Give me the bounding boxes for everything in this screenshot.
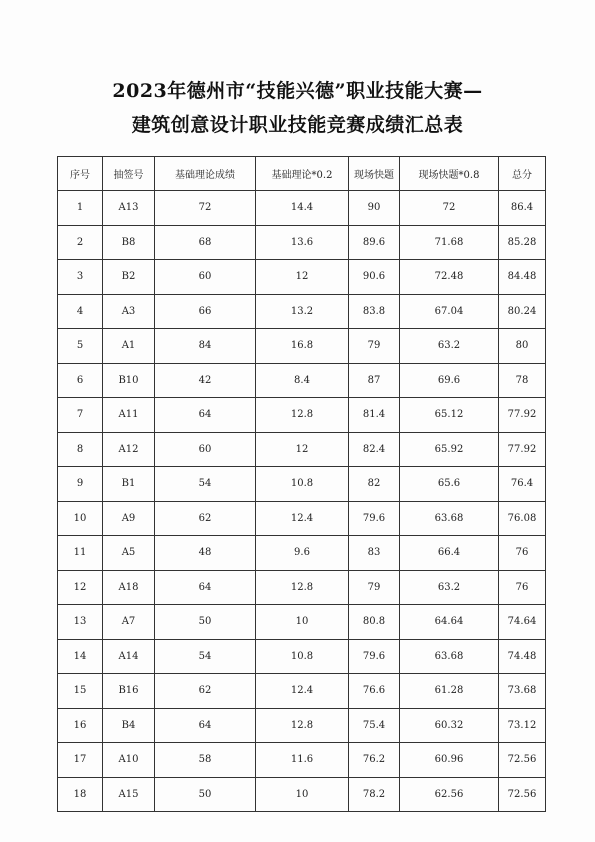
cell-theory-weighted: 10.8 — [256, 639, 349, 674]
cell-sketch-score: 78.2 — [349, 777, 400, 812]
document-title-line1: 2023年德州市“技能兴德”职业技能大赛— — [112, 80, 483, 102]
cell-theory-weighted: 9.6 — [256, 536, 349, 571]
cell-theory-score: 72 — [155, 191, 256, 226]
cell-index: 16 — [58, 708, 103, 743]
cell-theory-score: 60 — [155, 432, 256, 467]
cell-draw-number: A18 — [103, 570, 155, 605]
cell-sketch-weighted: 63.68 — [400, 501, 499, 536]
cell-index: 1 — [58, 191, 103, 226]
cell-sketch-score: 82.4 — [349, 432, 400, 467]
table-row — [58, 743, 546, 778]
cell-total-score: 72.56 — [499, 777, 546, 812]
cell-sketch-score: 82 — [349, 467, 400, 502]
cell-draw-number: A15 — [103, 777, 155, 812]
cell-sketch-score: 87 — [349, 363, 400, 398]
cell-theory-score: 54 — [155, 639, 256, 674]
cell-index: 12 — [58, 570, 103, 605]
cell-total-score: 74.64 — [499, 605, 546, 640]
cell-sketch-score: 81.4 — [349, 398, 400, 433]
cell-total-score: 77.92 — [499, 432, 546, 467]
table-row — [58, 294, 546, 329]
cell-theory-weighted: 12.8 — [256, 398, 349, 433]
cell-sketch-weighted: 60.96 — [400, 743, 499, 778]
cell-index: 2 — [58, 225, 103, 260]
table-row — [58, 536, 546, 571]
cell-theory-weighted: 11.6 — [256, 743, 349, 778]
cell-theory-weighted: 12.4 — [256, 501, 349, 536]
cell-total-score: 86.4 — [499, 191, 546, 226]
cell-theory-weighted: 12.4 — [256, 674, 349, 709]
cell-draw-number: B4 — [103, 708, 155, 743]
cell-theory-score: 62 — [155, 674, 256, 709]
cell-draw-number: B2 — [103, 260, 155, 295]
cell-index: 13 — [58, 605, 103, 640]
cell-total-score: 72.56 — [499, 743, 546, 778]
table-row — [58, 501, 546, 536]
cell-draw-number: A3 — [103, 294, 155, 329]
cell-total-score: 76.08 — [499, 501, 546, 536]
cell-sketch-score: 83.8 — [349, 294, 400, 329]
table-row — [58, 260, 546, 295]
cell-sketch-score: 79 — [349, 570, 400, 605]
cell-theory-weighted: 12.8 — [256, 708, 349, 743]
table-row — [58, 363, 546, 398]
cell-index: 10 — [58, 501, 103, 536]
cell-sketch-score: 89.6 — [349, 225, 400, 260]
cell-draw-number: A7 — [103, 605, 155, 640]
cell-theory-score: 58 — [155, 743, 256, 778]
cell-sketch-weighted: 72 — [400, 191, 499, 226]
cell-index: 6 — [58, 363, 103, 398]
cell-draw-number: B1 — [103, 467, 155, 502]
cell-sketch-weighted: 63.2 — [400, 570, 499, 605]
cell-theory-score: 50 — [155, 777, 256, 812]
cell-sketch-score: 79 — [349, 329, 400, 364]
header-sketch-weighted: 现场快题*0.8 — [400, 157, 499, 191]
cell-theory-score: 64 — [155, 570, 256, 605]
cell-theory-score: 84 — [155, 329, 256, 364]
header-theory-score: 基础理论成绩 — [155, 157, 256, 191]
cell-theory-score: 66 — [155, 294, 256, 329]
cell-theory-score: 54 — [155, 467, 256, 502]
cell-theory-weighted: 8.4 — [256, 363, 349, 398]
cell-index: 18 — [58, 777, 103, 812]
cell-sketch-weighted: 61.28 — [400, 674, 499, 709]
cell-theory-weighted: 13.6 — [256, 225, 349, 260]
cell-sketch-score: 76.2 — [349, 743, 400, 778]
cell-index: 8 — [58, 432, 103, 467]
cell-total-score: 80 — [499, 329, 546, 364]
cell-draw-number: B16 — [103, 674, 155, 709]
cell-total-score: 76.4 — [499, 467, 546, 502]
cell-sketch-weighted: 63.2 — [400, 329, 499, 364]
cell-sketch-weighted: 62.56 — [400, 777, 499, 812]
cell-sketch-weighted: 71.68 — [400, 225, 499, 260]
cell-sketch-weighted: 63.68 — [400, 639, 499, 674]
cell-index: 7 — [58, 398, 103, 433]
cell-draw-number: A11 — [103, 398, 155, 433]
cell-draw-number: A12 — [103, 432, 155, 467]
table-row — [58, 467, 546, 502]
header-total-score: 总分 — [499, 157, 546, 191]
cell-theory-weighted: 12.8 — [256, 570, 349, 605]
table-row — [58, 432, 546, 467]
cell-sketch-score: 79.6 — [349, 639, 400, 674]
cell-sketch-weighted: 67.04 — [400, 294, 499, 329]
cell-theory-score: 64 — [155, 708, 256, 743]
cell-sketch-weighted: 60.32 — [400, 708, 499, 743]
table-row — [58, 777, 546, 812]
cell-total-score: 78 — [499, 363, 546, 398]
cell-theory-score: 62 — [155, 501, 256, 536]
table-row — [58, 570, 546, 605]
cell-theory-weighted: 10.8 — [256, 467, 349, 502]
cell-theory-score: 60 — [155, 260, 256, 295]
cell-sketch-weighted: 65.6 — [400, 467, 499, 502]
cell-sketch-score: 76.6 — [349, 674, 400, 709]
cell-theory-weighted: 12 — [256, 432, 349, 467]
cell-sketch-score: 80.8 — [349, 605, 400, 640]
table-header — [58, 157, 546, 191]
cell-theory-score: 50 — [155, 605, 256, 640]
cell-index: 15 — [58, 674, 103, 709]
cell-sketch-score: 83 — [349, 536, 400, 571]
header-theory-weighted: 基础理论*0.2 — [256, 157, 349, 191]
cell-sketch-weighted: 69.6 — [400, 363, 499, 398]
cell-sketch-score: 75.4 — [349, 708, 400, 743]
cell-draw-number: B10 — [103, 363, 155, 398]
cell-draw-number: A1 — [103, 329, 155, 364]
table-row — [58, 398, 546, 433]
cell-index: 3 — [58, 260, 103, 295]
cell-theory-weighted: 13.2 — [256, 294, 349, 329]
table-row — [58, 674, 546, 709]
cell-theory-score: 68 — [155, 225, 256, 260]
cell-index: 9 — [58, 467, 103, 502]
cell-sketch-weighted: 66.4 — [400, 536, 499, 571]
cell-theory-weighted: 10 — [256, 605, 349, 640]
cell-draw-number: A13 — [103, 191, 155, 226]
cell-sketch-score: 79.6 — [349, 501, 400, 536]
table-row — [58, 329, 546, 364]
cell-theory-weighted: 12 — [256, 260, 349, 295]
cell-sketch-weighted: 64.64 — [400, 605, 499, 640]
table-row — [58, 708, 546, 743]
cell-draw-number: A10 — [103, 743, 155, 778]
cell-index: 5 — [58, 329, 103, 364]
cell-sketch-weighted: 72.48 — [400, 260, 499, 295]
cell-draw-number: A9 — [103, 501, 155, 536]
cell-theory-weighted: 16.8 — [256, 329, 349, 364]
header-row — [58, 157, 546, 191]
cell-theory-score: 42 — [155, 363, 256, 398]
cell-total-score: 76 — [499, 536, 546, 571]
cell-sketch-score: 90.6 — [349, 260, 400, 295]
cell-total-score: 73.68 — [499, 674, 546, 709]
cell-total-score: 77.92 — [499, 398, 546, 433]
cell-total-score: 80.24 — [499, 294, 546, 329]
cell-sketch-score: 90 — [349, 191, 400, 226]
header-draw-number: 抽签号 — [103, 157, 155, 191]
cell-theory-weighted: 10 — [256, 777, 349, 812]
cell-index: 17 — [58, 743, 103, 778]
cell-index: 4 — [58, 294, 103, 329]
table-row — [58, 191, 546, 226]
header-index: 序号 — [58, 157, 103, 191]
cell-sketch-weighted: 65.12 — [400, 398, 499, 433]
table-row — [58, 605, 546, 640]
results-table — [57, 156, 546, 812]
cell-theory-weighted: 14.4 — [256, 191, 349, 226]
cell-index: 11 — [58, 536, 103, 571]
cell-draw-number: A5 — [103, 536, 155, 571]
cell-index: 14 — [58, 639, 103, 674]
table-row — [58, 639, 546, 674]
document-title-line2: 建筑创意设计职业技能竞赛成绩汇总表 — [131, 114, 464, 136]
cell-total-score: 84.48 — [499, 260, 546, 295]
cell-sketch-weighted: 65.92 — [400, 432, 499, 467]
cell-total-score: 74.48 — [499, 639, 546, 674]
cell-total-score: 76 — [499, 570, 546, 605]
cell-total-score: 85.28 — [499, 225, 546, 260]
table-body — [58, 191, 546, 812]
cell-draw-number: B8 — [103, 225, 155, 260]
table-row — [58, 225, 546, 260]
header-sketch-score: 现场快题 — [349, 157, 400, 191]
cell-theory-score: 48 — [155, 536, 256, 571]
cell-theory-score: 64 — [155, 398, 256, 433]
cell-total-score: 73.12 — [499, 708, 546, 743]
cell-draw-number: A14 — [103, 639, 155, 674]
